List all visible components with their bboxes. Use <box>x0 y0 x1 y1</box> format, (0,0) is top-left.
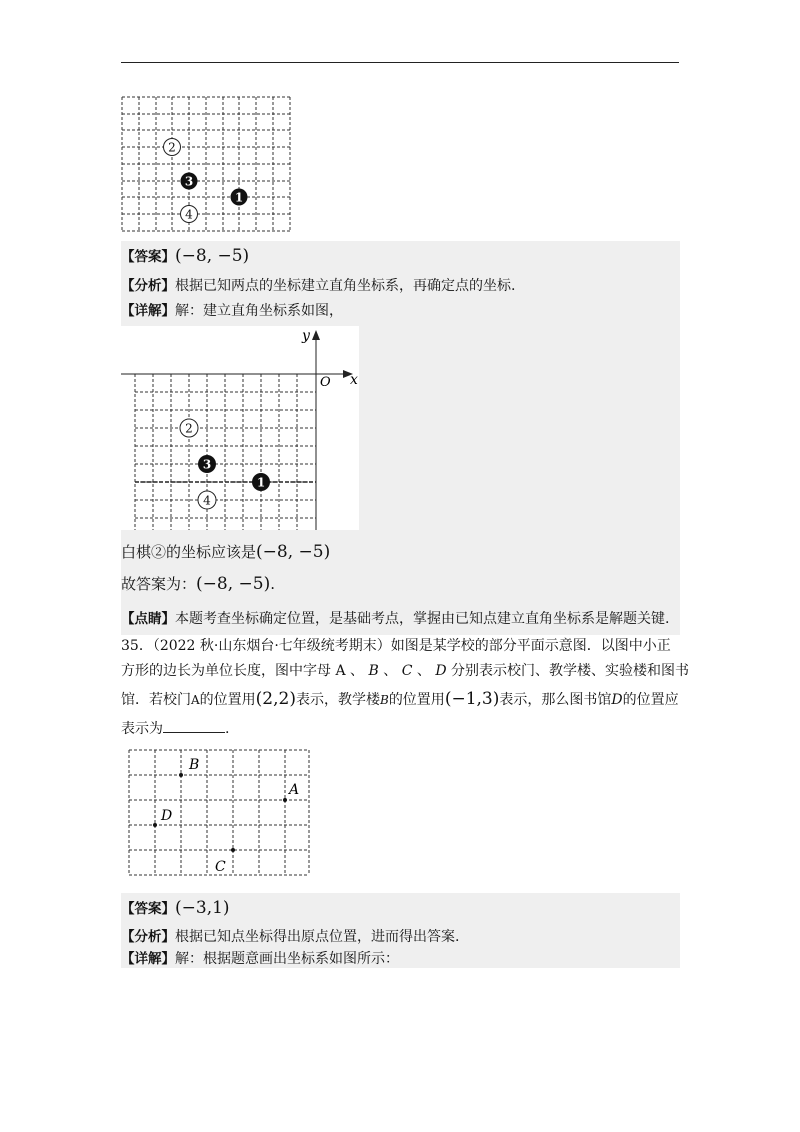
black-stone-3 <box>198 455 216 473</box>
point-d <box>153 823 157 827</box>
svg-text:1: 1 <box>256 475 266 490</box>
svg-text:3: 3 <box>202 457 212 472</box>
point-a <box>283 798 287 802</box>
answer-value: (−8, −5) <box>175 246 250 266</box>
point-c <box>231 848 235 852</box>
svg-text:2: 2 <box>185 421 193 436</box>
header-rule <box>121 62 679 63</box>
detail-line-35: 【详解】解：根据题意画出坐标系如图所示： <box>121 951 399 967</box>
analysis-line <box>121 276 515 296</box>
analysis-line-35: 【分析】根据已知点坐标得出原点位置，进而得出答案. <box>121 929 460 945</box>
svg-text:1: 1 <box>234 190 244 205</box>
black-stone-1 <box>252 473 270 491</box>
answer-line <box>121 246 249 267</box>
answer-blank <box>163 718 225 733</box>
detail-tag: 【详解】 <box>121 303 175 319</box>
svg-text:4: 4 <box>203 493 211 508</box>
y-axis-arrow-icon <box>312 330 320 340</box>
svg-text:4: 4 <box>185 207 193 222</box>
comment-text: 本题考查坐标确定位置，是基础考点，掌握由已知点建立直角坐标系是解题关键. <box>175 611 670 627</box>
point-b <box>179 773 183 777</box>
y-axis-label: y <box>302 328 310 344</box>
final-value: (−8, −5) <box>196 574 271 594</box>
coordinate-board-figure <box>121 326 359 530</box>
label-d: D <box>161 808 173 824</box>
answer-value-35: (−3,1) <box>175 898 230 918</box>
label-b: B <box>189 757 200 773</box>
comment-line <box>121 609 669 629</box>
label-a: A <box>289 782 300 798</box>
result-value: (−8, −5) <box>256 542 331 562</box>
analysis-text: 根据已知两点的坐标建立直角坐标系，再确定点的坐标. <box>175 278 516 294</box>
label-c: C <box>215 859 226 875</box>
result-line <box>121 542 330 562</box>
q35-line-3: 馆．若校门A的位置用(2,2)表示，教学楼B的位置用(−1,3)表示，那么图书馆D的位置应 <box>121 689 679 709</box>
analysis-tag: 【分析】 <box>121 278 175 294</box>
black-stone-1 <box>231 189 248 206</box>
black-stone-3 <box>181 173 198 190</box>
go-board-figure <box>121 96 291 232</box>
final-line: 故答案为：(−8, −5). <box>121 574 275 594</box>
white-stone-2 <box>164 139 181 156</box>
final-text: 故答案为： <box>121 575 197 593</box>
svg-text:3: 3 <box>184 174 194 189</box>
detail-text: 解：建立直角坐标系如图， <box>175 303 343 319</box>
answer-line-35: 【答案】(−3,1) <box>121 898 230 918</box>
white-stone-4 <box>181 206 198 223</box>
origin-label: O <box>320 375 331 390</box>
detail-line <box>121 301 343 321</box>
result-text: 白棋②的坐标应该是 <box>121 543 257 561</box>
school-map-figure <box>127 748 312 878</box>
x-axis-label: x <box>350 372 358 388</box>
white-stone-2 <box>180 419 198 437</box>
answer-tag: 【答案】 <box>121 249 175 265</box>
q35-line-2: 方形的边长为单位长度，图中字母 A 、 B 、 C 、 D 分别表示校门、教学楼、实验楼和图书 <box>121 663 689 679</box>
q35-line-1: 35．（2022 秋·山东烟台·七年级统考期末）如图是某学校的部分平面示意图．以图中小正 <box>121 638 671 654</box>
comment-tag: 【点睛】 <box>121 611 175 627</box>
svg-text:2: 2 <box>168 140 176 155</box>
white-stone-4 <box>198 491 216 509</box>
q35-line-4: 表示为 . <box>121 718 229 739</box>
